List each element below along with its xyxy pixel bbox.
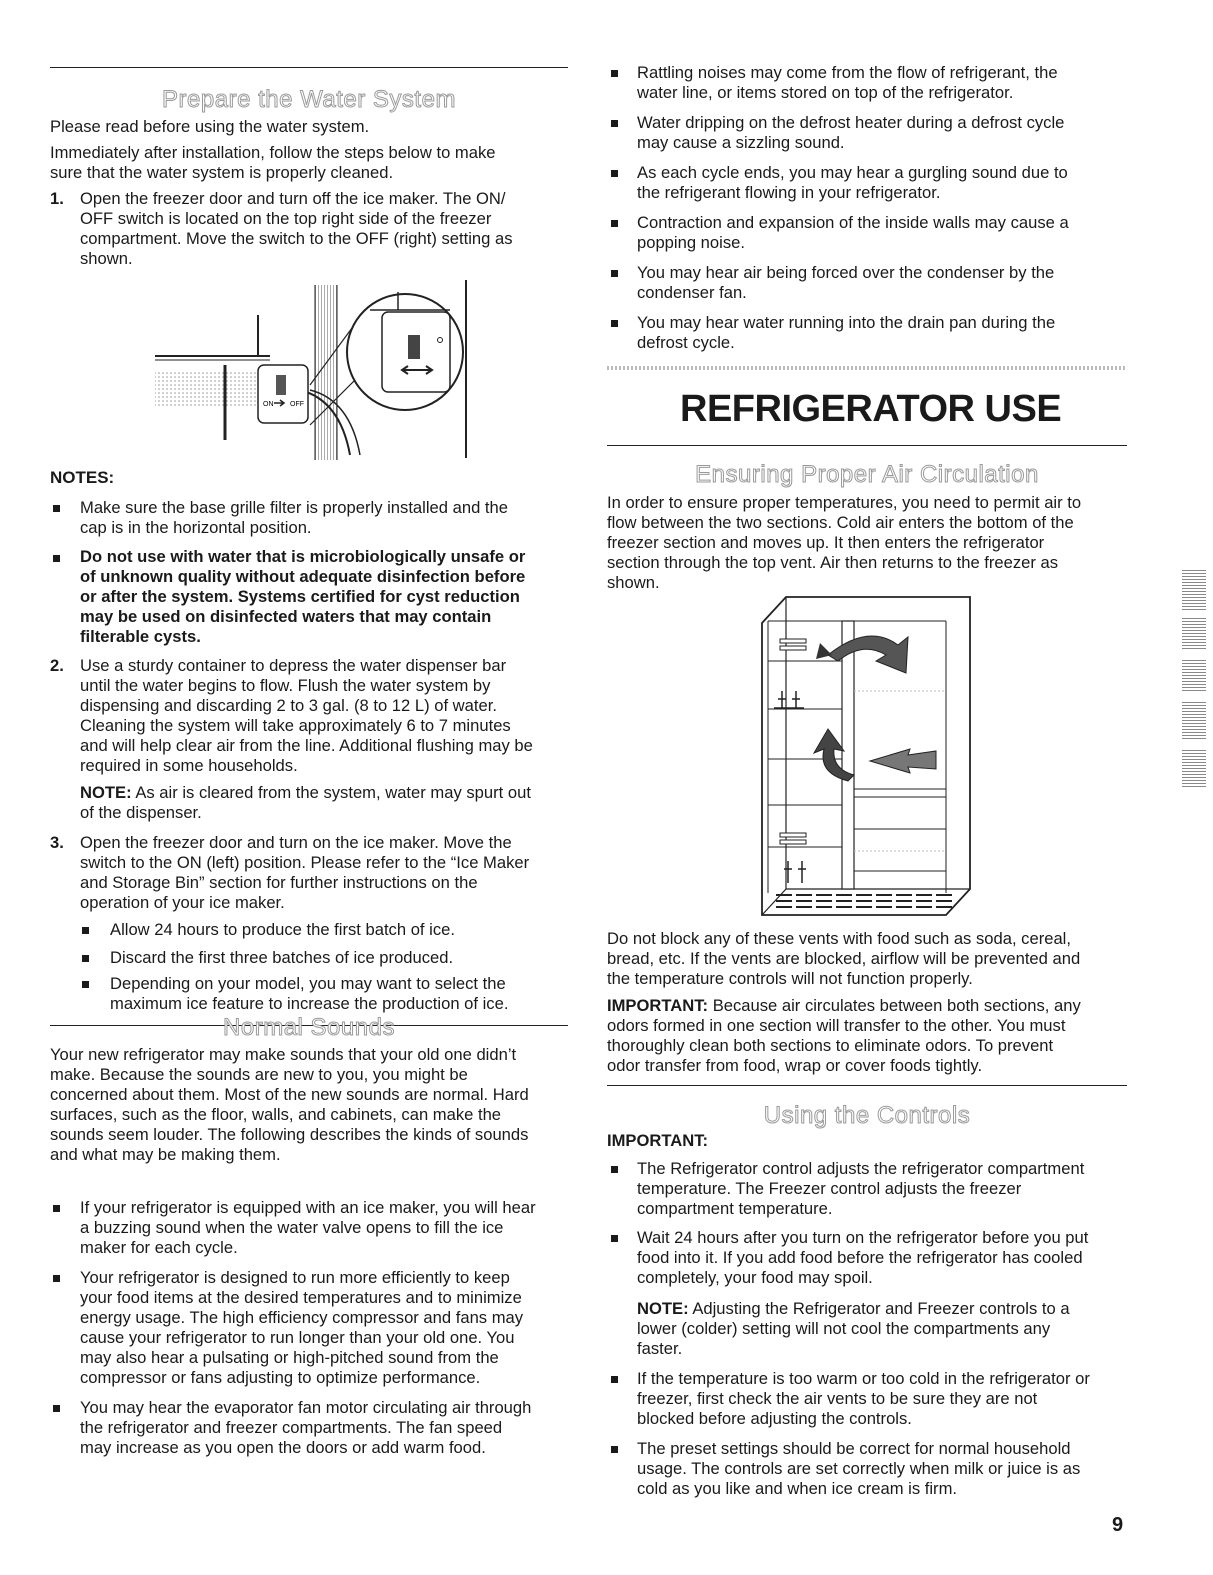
bullet-line: usage. The controls are set correctly when milk or juice is as bbox=[637, 1459, 1081, 1478]
bullet-line: Wait 24 hours after you turn on the refrigerator before you put bbox=[637, 1228, 1089, 1247]
intro-text: Immediately after installation, follow the steps below to make bbox=[50, 143, 496, 162]
paragraph-line: and what may be making them. bbox=[50, 1145, 281, 1164]
bullet-line: compressor or fans adjusting to optimize performance. bbox=[80, 1368, 481, 1387]
section-rule bbox=[607, 445, 1127, 446]
bullet-line: You may hear the evaporator fan motor circulating air through bbox=[80, 1398, 532, 1417]
bullet-icon bbox=[53, 1205, 60, 1212]
bullet-line: cause your refrigerator to run longer than your old one. You bbox=[80, 1328, 515, 1347]
step-line: Cleaning the system will take approximately 6 to 7 minutes bbox=[80, 716, 511, 735]
bullet-icon bbox=[611, 320, 618, 327]
bullet-line: water line, or items stored on top of the refrigerator. bbox=[637, 83, 1014, 102]
important-label: IMPORTANT: bbox=[607, 1131, 709, 1150]
bullet-line: maker for each cycle. bbox=[80, 1238, 238, 1257]
warning-line: Do not use with water that is microbiologically unsafe or bbox=[80, 547, 526, 566]
bullet-icon bbox=[53, 555, 60, 562]
bullet-line: freezer, first check the air vents to be sure they are not bbox=[637, 1389, 1038, 1408]
note-paragraph bbox=[80, 783, 531, 804]
bullet-icon bbox=[82, 955, 89, 962]
bullet-line: Water dripping on the defrost heater during a defrost cycle bbox=[637, 113, 1065, 132]
paragraph-line: sounds seem louder. The following describes the kinds of sounds bbox=[50, 1125, 529, 1144]
bullet-line: blocked before adjusting the controls. bbox=[637, 1409, 912, 1428]
bullet-line: Rattling noises may come from the flow of refrigerant, the bbox=[637, 63, 1058, 82]
warning-line: filterable cysts. bbox=[80, 627, 201, 646]
warning-line: of unknown quality without adequate disinfection before bbox=[80, 567, 526, 586]
warning-line: may be used on disinfected waters that may contain bbox=[80, 607, 492, 626]
note-text: faster. bbox=[637, 1339, 683, 1358]
ice-maker-switch-illustration bbox=[150, 280, 480, 460]
bullet-line: temperature. The Freezer control adjusts the freezer bbox=[637, 1179, 1022, 1198]
step-line: until the water begins to flow. Flush the water system by bbox=[80, 676, 491, 695]
paragraph-line: the temperature controls will not function properly. bbox=[607, 969, 973, 988]
paragraph-line: In order to ensure proper temperatures, you need to permit air to bbox=[607, 493, 1082, 512]
bullet-line: a buzzing sound when the water valve opens to fill the ice bbox=[80, 1218, 504, 1237]
bullet-line: Contraction and expansion of the inside walls may cause a bbox=[637, 213, 1069, 232]
bullet-line: You may hear air being forced over the condenser by the bbox=[637, 263, 1055, 282]
bullet-icon bbox=[611, 270, 618, 277]
section-heading-controls: Using the Controls bbox=[763, 1102, 971, 1129]
bullet-line: may increase as you open the doors or add warm food. bbox=[80, 1438, 486, 1457]
section-rule bbox=[607, 1085, 1127, 1086]
step-line: Use a sturdy container to depress the water dispenser bar bbox=[80, 656, 507, 675]
bullet-icon bbox=[611, 170, 618, 177]
note-label: NOTE: bbox=[80, 783, 132, 802]
bullet-icon bbox=[53, 1405, 60, 1412]
sub-bullet: Depending on your model, you may want to select the bbox=[110, 974, 506, 993]
page-number: 9 bbox=[1112, 1514, 1124, 1536]
bullet-line: defrost cycle. bbox=[637, 333, 735, 352]
note-text: As air is cleared from the system, water may spurt out bbox=[131, 783, 531, 802]
chapter-title: REFRIGERATOR USE bbox=[680, 388, 1062, 430]
bullet-icon bbox=[611, 1166, 618, 1173]
paragraph-line: concerned about them. Most of the new sounds are normal. Hard bbox=[50, 1085, 529, 1104]
note-line: cap is in the horizontal position. bbox=[80, 518, 312, 537]
paragraph-line: bread, etc. If the vents are blocked, airflow will be prevented and bbox=[607, 949, 1081, 968]
bullet-line: As each cycle ends, you may hear a gurgling sound due to bbox=[637, 163, 1068, 182]
bullet-line: If the temperature is too warm or too cold in the refrigerator or bbox=[637, 1369, 1090, 1388]
bullet-line: may cause a sizzling sound. bbox=[637, 133, 845, 152]
notes-label: NOTES: bbox=[50, 468, 115, 487]
paragraph-line: make. Because the sounds are new to you, you might be bbox=[50, 1065, 468, 1084]
section-heading-sounds: Normal Sounds bbox=[223, 1014, 395, 1041]
sub-bullet: Discard the first three batches of ice produced. bbox=[110, 948, 454, 967]
bullet-line: If your refrigerator is equipped with an ice maker, you will hear bbox=[80, 1198, 536, 1217]
paragraph-line: shown. bbox=[607, 573, 660, 592]
important-paragraph bbox=[607, 996, 1081, 1017]
step-number: 1. bbox=[50, 189, 64, 208]
note-text: of the dispenser. bbox=[80, 803, 202, 822]
step-line: switch to the ON (left) position. Please refer to the “Ice Maker bbox=[80, 853, 530, 872]
note-label: NOTE: bbox=[637, 1299, 689, 1318]
bullet-line: completely, your food may spoil. bbox=[637, 1268, 873, 1287]
step-line: shown. bbox=[80, 249, 133, 268]
intro-text: sure that the water system is properly cleaned. bbox=[50, 163, 394, 182]
bullet-line: cold as you like and when ice cream is firm. bbox=[637, 1479, 958, 1498]
bullet-icon bbox=[611, 220, 618, 227]
paragraph-line: section through the top vent. Air then returns to the freezer as bbox=[607, 553, 1059, 572]
bullet-line: your food items at the desired temperatures and to minimize bbox=[80, 1288, 522, 1307]
bullet-line: compartment temperature. bbox=[637, 1199, 833, 1218]
section-heading-prepare: Prepare the Water System bbox=[162, 86, 456, 113]
step-line: required in some households. bbox=[80, 756, 298, 775]
paragraph-line: Your new refrigerator may make sounds that your old one didn’t bbox=[50, 1045, 517, 1064]
paragraph-line: flow between the two sections. Cold air enters the bottom of the bbox=[607, 513, 1074, 532]
step-line: Open the freezer door and turn off the ice maker. The ON/ bbox=[80, 189, 506, 208]
paragraph-line: thoroughly clean both sections to eliminate odors. To prevent bbox=[607, 1036, 1054, 1055]
bullet-icon bbox=[611, 1446, 618, 1453]
note-text: lower (colder) setting will not cool the compartments any bbox=[637, 1319, 1051, 1338]
paragraph-line: surfaces, such as the floor, walls, and cabinets, can make the bbox=[50, 1105, 502, 1124]
bullet-line: food into it. If you add food before the refrigerator has cooled bbox=[637, 1248, 1083, 1267]
switch-on-label: ON bbox=[263, 401, 274, 408]
paragraph-line: freezer section and moves up. It then enters the refrigerator bbox=[607, 533, 1045, 552]
step-line: and will help clear air from the line. Additional flushing may be bbox=[80, 736, 533, 755]
bullet-line: condenser fan. bbox=[637, 283, 747, 302]
step-number: 2. bbox=[50, 656, 64, 675]
note-paragraph bbox=[637, 1299, 1070, 1320]
important-text: Because air circulates between both sections, any bbox=[708, 996, 1081, 1015]
intro-text: Please read before using the water system. bbox=[50, 117, 370, 136]
bullet-icon bbox=[611, 1376, 618, 1383]
note-text: Adjusting the Refrigerator and Freezer controls to a bbox=[688, 1299, 1070, 1318]
switch-off-label: OFF bbox=[290, 401, 304, 408]
step-line: and Storage Bin” section for further instructions on the bbox=[80, 873, 478, 892]
bullet-line: energy usage. The high efficiency compressor and fans may bbox=[80, 1308, 524, 1327]
bullet-line: popping noise. bbox=[637, 233, 745, 252]
bullet-icon bbox=[611, 1235, 618, 1242]
bullet-line: may also hear a pulsating or high-pitched sound from the bbox=[80, 1348, 499, 1367]
side-tab-graphic bbox=[1180, 570, 1208, 790]
bullet-icon bbox=[611, 120, 618, 127]
bullet-line: You may hear water running into the drain pan during the bbox=[637, 313, 1056, 332]
bullet-icon bbox=[53, 1275, 60, 1282]
paragraph-line: odors formed in one section will transfer to the other. You must bbox=[607, 1016, 1066, 1035]
bullet-line: the refrigerator and freezer compartments. The fan speed bbox=[80, 1418, 503, 1437]
important-label: IMPORTANT: bbox=[607, 996, 709, 1015]
bullet-line: Your refrigerator is designed to run more efficiently to keep bbox=[80, 1268, 510, 1287]
bullet-icon bbox=[53, 505, 60, 512]
section-rule bbox=[50, 67, 568, 68]
bullet-icon bbox=[82, 927, 89, 934]
bullet-icon bbox=[611, 70, 618, 77]
step-line: dispensing and discarding 2 to 3 gal. (8 to 12 L) of water. bbox=[80, 696, 497, 715]
paragraph-line: odor transfer from food, wrap or cover foods tightly. bbox=[607, 1056, 983, 1075]
bullet-line: the refrigerant flowing in your refrigerator. bbox=[637, 183, 941, 202]
step-line: operation of your ice maker. bbox=[80, 893, 285, 912]
air-circulation-illustration bbox=[758, 593, 974, 919]
bullet-line: The Refrigerator control adjusts the refrigerator compartment bbox=[637, 1159, 1085, 1178]
step-line: OFF switch is located on the top right side of the freezer bbox=[80, 209, 492, 228]
note-line: Make sure the base grille filter is properly installed and the bbox=[80, 498, 508, 517]
bullet-icon bbox=[82, 981, 89, 988]
sub-bullet: maximum ice feature to increase the production of ice. bbox=[110, 994, 509, 1013]
bullet-line: The preset settings should be correct for normal household bbox=[637, 1439, 1071, 1458]
dotted-divider bbox=[607, 366, 1127, 370]
sub-bullet: Allow 24 hours to produce the first batch of ice. bbox=[110, 920, 455, 939]
step-number: 3. bbox=[50, 833, 64, 852]
paragraph-line: Do not block any of these vents with food such as soda, cereal, bbox=[607, 929, 1071, 948]
step-line: compartment. Move the switch to the OFF (right) setting as bbox=[80, 229, 513, 248]
step-line: Open the freezer door and turn on the ice maker. Move the bbox=[80, 833, 512, 852]
section-heading-air: Ensuring Proper Air Circulation bbox=[695, 461, 1039, 488]
warning-line: or after the system. Systems certified for cyst reduction bbox=[80, 587, 520, 606]
